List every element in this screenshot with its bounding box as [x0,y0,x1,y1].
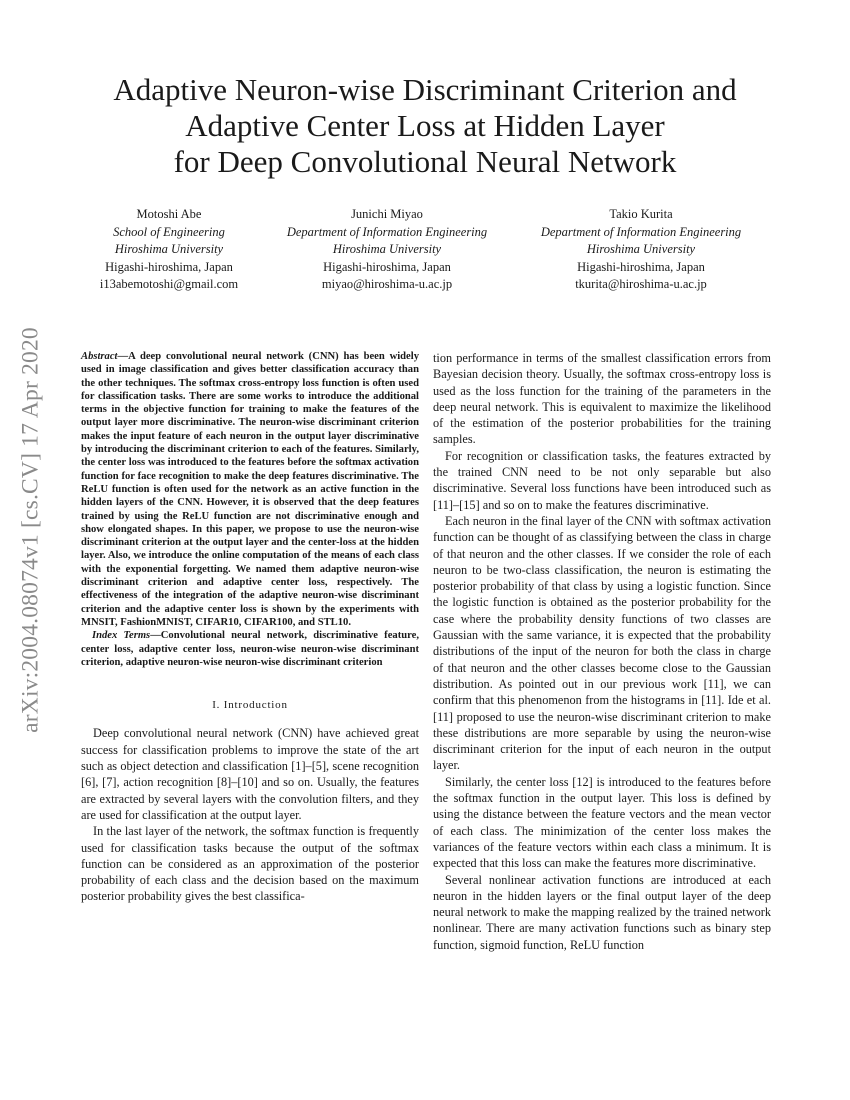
title-line: for Deep Convolutional Neural Network [173,144,677,179]
author-block [262,206,512,294]
paper-title [60,72,790,180]
left-column [81,350,419,905]
right-column [433,350,771,953]
author-univ: Hiroshima University [114,242,224,256]
index-terms-label: Index Terms [92,630,151,642]
abstract: Abstract—A deep convolutional neural network (CNN) has been widely used in image classification and gives better classification accuracy than the other techniques. The softmax cross-entropy loss function is often used for classification tasks. There are some works to introduce the additional terms in the objective function for training to make the features of the output layer more discriminative. The neuron-wise discriminant criterion makes the input feature of each neuron in the output layer discriminative by introducing the discriminant criterion to each of the features. Similarly, the center loss was introduced to the features before the softmax activation function for face recognition to make the deep features discriminative. The ReLU function is often used for the network as an active function in the hidden layers of the CNN. However, it is observed that the deep features trained by using the ReLU function are not discriminative enough and show elongated shapes. In this paper, we propose to use the neuron-wise discriminant criterion at the output layer and the center-loss at the hidden layer. Also, we introduce the online computation of the means of each class with the exponential forgetting. We named them adaptive neuron-wise discriminant criterion and adaptive center loss, respectively. The effectiveness of the integration of the adaptive neuron-wise discriminant criterion and the adaptive center loss is shown by the experiments with MNSIT, FashionMNIST, CIFAR10, CIFAR100, and STL10. [81,351,419,628]
author-name: Junichi Miyao [351,207,423,221]
author-email: tkurita@hiroshima-u.ac.jp [575,277,707,291]
author-email: i13abemotoshi@gmail.com [99,277,239,291]
author-city: Higashi-hiroshima, Japan [105,259,233,274]
author-block [516,206,766,294]
abstract-text: A deep convolutional neural network (CNN) has been widely used in image classification and gives better classification accuracy than the other techniques. The softmax cross-entropy loss function is often used for classification tasks. There are some works to introduce the additional terms in the objective function for training to make the features of the output layer more discriminative. The neuron-wise discriminant criterion makes the input feature of each neuron in the output layer discriminative by introducing the discriminant criterion to each of the features. Similarly, the center loss was introduced to the features before the softmax activation function for face recognition to make the deep features discriminative. The ReLU function is often used for the network as an active function in the hidden layers of the CNN. However, it is observed that the deep features trained by using the ReLU function are not discriminative enough and show elongated shapes. In this paper, we propose to use the neuron-wise discriminant criterion at the output layer and the center-loss at the hidden layer. Also, we introduce the online computation of the means of each class with the exponential forgetting. We named them adaptive neuron-wise discriminant criterion and adaptive center loss, respectively. The effectiveness of the integration of the adaptive neuron-wise discriminant criterion and the adaptive center loss is shown by the experiments with MNSIT, FashionMNIST, CIFAR10, CIFAR100, and STL10. [81,351,419,628]
arxiv-stamp [5,290,57,770]
arxiv-id: arXiv:2004.08074v1 [cs.CV] 17 Apr 2020 [17,327,44,733]
paragraph: Similarly, the center loss [12] is introduced to the features before the softmax function in the output layer. This loss is defined by using the distance between the feature vectors and the mean vector of each class. The minimization of the center loss makes the variances of the feature vectors within each class a minimum. It is expected that this loss can make the features more discriminative. [433,774,771,871]
author-name: Takio Kurita [609,207,673,221]
title-line: Adaptive Neuron-wise Discriminant Criterion and [113,72,737,107]
author-univ: Hiroshima University [586,242,696,256]
author-email: miyao@hiroshima-u.ac.jp [321,277,453,291]
author-dept: Department of Information Engineering [286,224,488,239]
author-block [44,206,294,294]
title-line: Adaptive Center Loss at Hidden Layer [185,108,665,143]
paragraph: Deep convolutional neural network (CNN) have achieved great success for classification problems to improve the state of the art such as object detection and classification [1]–[5], scene recognition [6], [7], action recognition [8]–[10] and so on. Usually, the features are extracted by several layers with the convolution filters, and they are used for classification at the output layer. [81,726,419,822]
paragraph-continuation: tion performance in terms of the smallest classification errors from Bayesian decision theory. Usually, the softmax cross-entropy loss is used as the loss function for the training of the parameters in the deep neural network. This is equivalent to maximize the likelihood of the estimation of the posterior probabilities for the training samples. [433,351,771,447]
author-dept: School of Engineering [113,224,225,239]
author-city: Higashi-hiroshima, Japan [577,259,705,274]
author-univ: Hiroshima University [332,242,442,256]
author-dept: Department of Information Engineering [540,224,742,239]
index-terms-text: Convolutional neural network, discriminative feature, center loss, adaptive center loss, neuron-wise neuron-wise discriminant criterion, adaptive neuron-wise neuron-wise discriminant criterion [81,630,419,668]
index-terms: Index Terms—Convolutional neural network, discriminative feature, center loss, adaptive center loss, neuron-wise neuron-wise discriminant criterion, adaptive neuron-wise neuron-wise discriminant criterion [81,630,419,668]
abstract-label: Abstract [81,351,118,362]
author-name: Motoshi Abe [136,207,202,221]
author-city: Higashi-hiroshima, Japan [323,259,451,274]
paragraph: Each neuron in the final layer of the CNN with softmax activation function can be thought of as classifying between the class in charge of that neuron and the other classes. If we consider the role of each neuron to be two-class classification, the neuron is estimating the posterior probability of that class by using a logistic function. Since the logistic function is obtained as the posterior probability for the case where the probability density functions of two classes are Gaussian with the same variance, it is expected that the probability distributions of the input of the neuron for both the class in charge of that neuron and the other classes become close to the Gaussian distribution. As pointed out in our previous work [11], we can confirm that this phenomenon from the histograms in [11]. Ide et al. [11] proposed to use the neuron-wise discriminant criterion to make these distributions are more separable by using the neuron-wise discriminant criterion for the input of each neuron in the output layer. [433,513,771,773]
paragraph: Several nonlinear activation functions are introduced at each neuron in the hidden layers or the final output layer of the deep neural network to make the mapping realized by the trained network nonlinear. There are many activation functions such as binary step function, sigmoid function, ReLU function [433,872,771,952]
section-heading: I. Introduction [212,699,288,712]
paragraph: In the last layer of the network, the softmax function is frequently used for classification tasks because the output of the softmax function can be considered as an approximation of the posterior probability of each class and the decision based on the maximum posterior probability gives the best classifica- [81,824,419,904]
paragraph: For recognition or classification tasks, the features extracted by the trained CNN need to be not only separable but also discriminative. Several loss functions have been introduced such as [11]–[15] and so on to make the features discriminative. [433,448,771,512]
